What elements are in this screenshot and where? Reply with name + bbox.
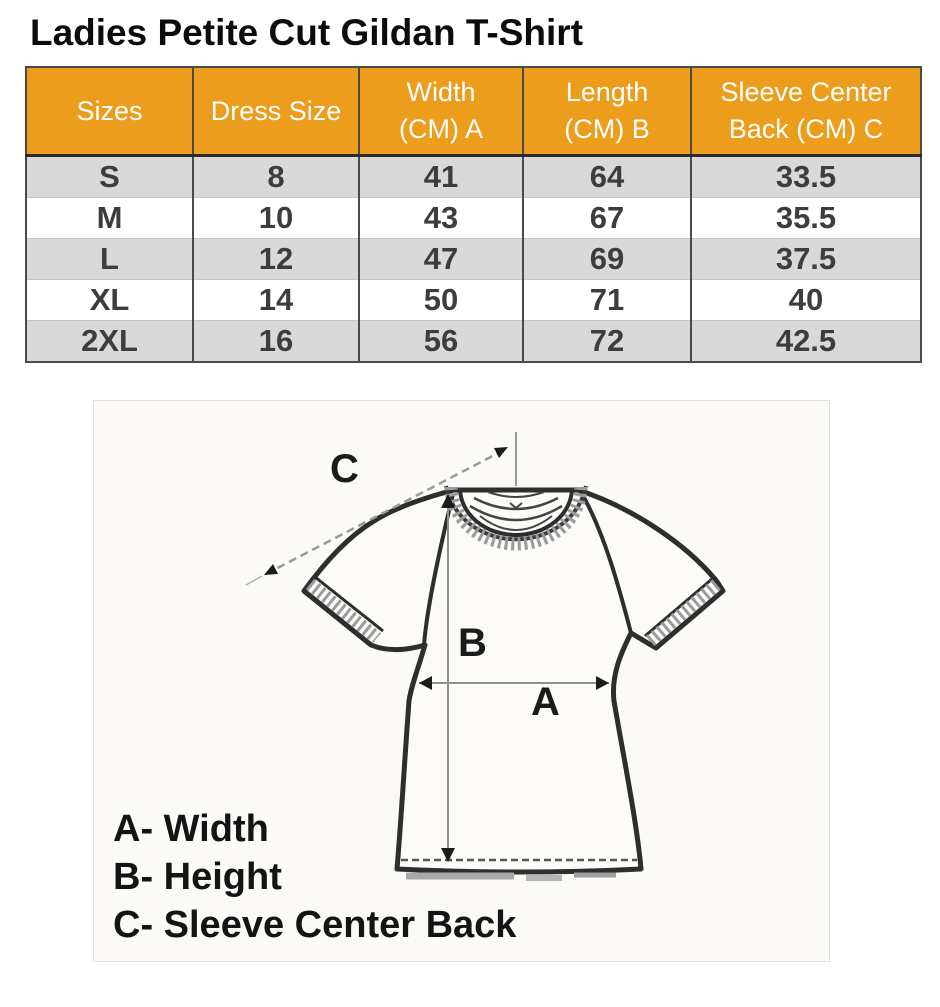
table-row — [26, 198, 921, 239]
cell-length: 72 — [523, 321, 691, 363]
header-text: (CM) B — [564, 114, 650, 144]
measurement-diagram — [93, 400, 830, 962]
cell-dress-size: 8 — [193, 156, 359, 198]
header-text: Sleeve Center — [720, 77, 892, 107]
header-cell-width — [359, 67, 523, 156]
header-text: (CM) A — [399, 114, 483, 144]
page-title: Ladies Petite Cut Gildan T-Shirt — [30, 12, 584, 53]
cell-sleeve-center-back: 42.5 — [691, 321, 921, 363]
table-row — [26, 156, 921, 198]
cell-dress-size: 12 — [193, 239, 359, 280]
cell-size: 2XL — [26, 321, 193, 363]
legend-width: A- Width — [113, 808, 269, 850]
header-cell-length — [523, 67, 691, 156]
cell-width: 43 — [359, 198, 523, 239]
table-row — [26, 321, 921, 363]
cell-length: 67 — [523, 198, 691, 239]
cell-sleeve-center-back: 35.5 — [691, 198, 921, 239]
table-row — [26, 239, 921, 280]
legend-sleeve-center-back: C- Sleeve Center Back — [113, 904, 517, 946]
cell-dress-size: 16 — [193, 321, 359, 363]
cell-length: 69 — [523, 239, 691, 280]
cell-length: 64 — [523, 156, 691, 198]
cell-sleeve-center-back: 37.5 — [691, 239, 921, 280]
cell-sleeve-center-back: 33.5 — [691, 156, 921, 198]
header-text: Dress Size — [210, 95, 342, 126]
table-row — [26, 280, 921, 321]
header-cell-sizes — [26, 67, 193, 156]
header-cell-sleeve-center-back — [691, 67, 921, 156]
measure-c-arrow-bottom — [264, 564, 278, 575]
cell-size: S — [26, 156, 193, 198]
cell-size: XL — [26, 280, 193, 321]
header-text: Length — [565, 77, 649, 107]
measure-c-arrow-top — [494, 447, 508, 458]
marker-a-label: A — [531, 680, 560, 724]
header-text: Sizes — [76, 95, 143, 126]
cell-sleeve-center-back: 40 — [691, 280, 921, 321]
legend-height: B- Height — [113, 856, 282, 898]
measure-c-tail — [246, 576, 262, 585]
header-text: Width — [406, 77, 476, 107]
cell-size: L — [26, 239, 193, 280]
marker-b-label: B — [458, 621, 487, 665]
table-header-row — [26, 67, 921, 156]
cell-width: 41 — [359, 156, 523, 198]
cell-width: 56 — [359, 321, 523, 363]
cell-size: M — [26, 198, 193, 239]
cell-dress-size: 10 — [193, 198, 359, 239]
marker-c-label: C — [330, 447, 359, 491]
diagram-legend — [113, 805, 516, 949]
header-text: Back (CM) C — [728, 114, 884, 144]
cell-width: 47 — [359, 239, 523, 280]
header-cell-dress-size — [193, 67, 359, 156]
cell-length: 71 — [523, 280, 691, 321]
size-chart-table — [25, 66, 922, 363]
cell-dress-size: 14 — [193, 280, 359, 321]
cell-width: 50 — [359, 280, 523, 321]
